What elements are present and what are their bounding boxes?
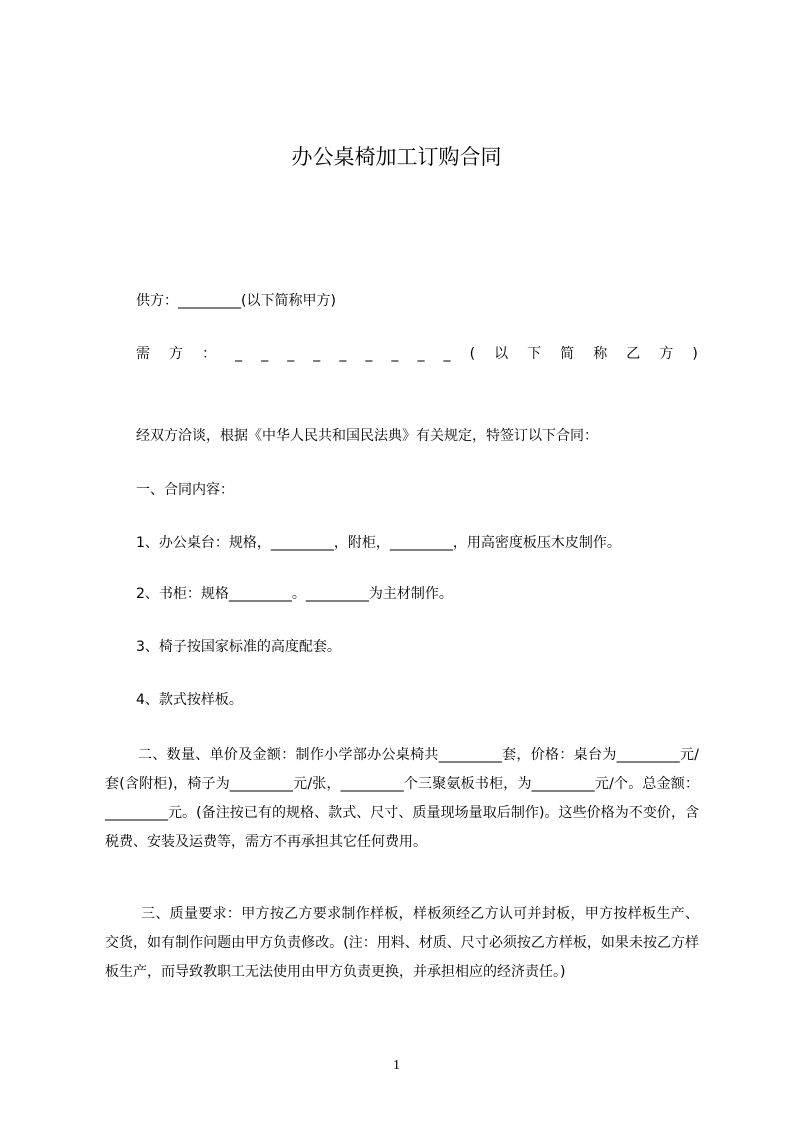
demander-char: _ [287,346,295,362]
demander-char: ( [469,346,476,362]
demander-char: 以 [494,346,509,362]
demander-char: 需 [136,346,150,362]
supplier-line: 供方：_________(以下简称甲方) [136,293,336,309]
demander-char: 称 [593,346,608,362]
item-4-style: 4、款式按样板。 [136,692,243,708]
section-2-quantity-price: 二、数量、单价及金额：制作小学部办公桌椅共_________套，价格：桌台为_________元/套(含附柜)，椅子为_________元/张，_________个三聚氨板书柜，为_________元/个。总金额：_________元。(备注按已有的规格、款式、尺寸、质量现场量取后制作)。这些价格为不变价，含税费、安装及运费等，需方不再承担其它任何费用。 [105,747,699,850]
demander-char: ： [202,346,217,362]
demander-char: _ [339,346,347,362]
item-3-chair: 3、椅子按国家标准的高度配套。 [136,639,341,655]
demander-char: _ [391,346,399,362]
demander-char: 方 [659,346,674,362]
demander-char: _ [365,346,373,362]
demander-char: _ [443,346,451,362]
demander-line [136,344,698,364]
intro-paragraph: 经双方洽谈，根据《中华人民共和国民法典》有关规定，特签订以下合同： [136,428,598,444]
demander-char: 方 [169,346,184,362]
demander-char: _ [261,346,269,362]
demander-char: ) [692,346,698,362]
contract-title: 办公桌椅加工订购合同 [291,145,502,169]
demander-char: _ [417,346,425,362]
section-3-quality: 三、质量要求：甲方按乙方要求制作样板，样板须经乙方认可并封板，甲方按样板生产、交货，如有制作问题由甲方负责修改。(注：用料、材质、尺寸必须按乙方样板，如果未按乙方样板生产，而导致教职工无法使用由甲方负责更换，并承担相应的经济责任。) [105,906,699,980]
demander-char: 简 [560,346,575,362]
item-1-desk: 1、办公桌台：规格，_________，附柜，_________，用高密度板压木皮制作。 [136,535,621,551]
demander-char: 下 [527,346,542,362]
demander-char: _ [235,346,243,362]
demander-char: _ [313,346,321,362]
item-2-bookcase: 2、书柜：规格_________。_________为主材制作。 [136,586,453,602]
page-number: 1 [393,1058,400,1073]
demander-char: 乙 [626,346,641,362]
section-1-heading: 一、合同内容： [136,482,234,498]
